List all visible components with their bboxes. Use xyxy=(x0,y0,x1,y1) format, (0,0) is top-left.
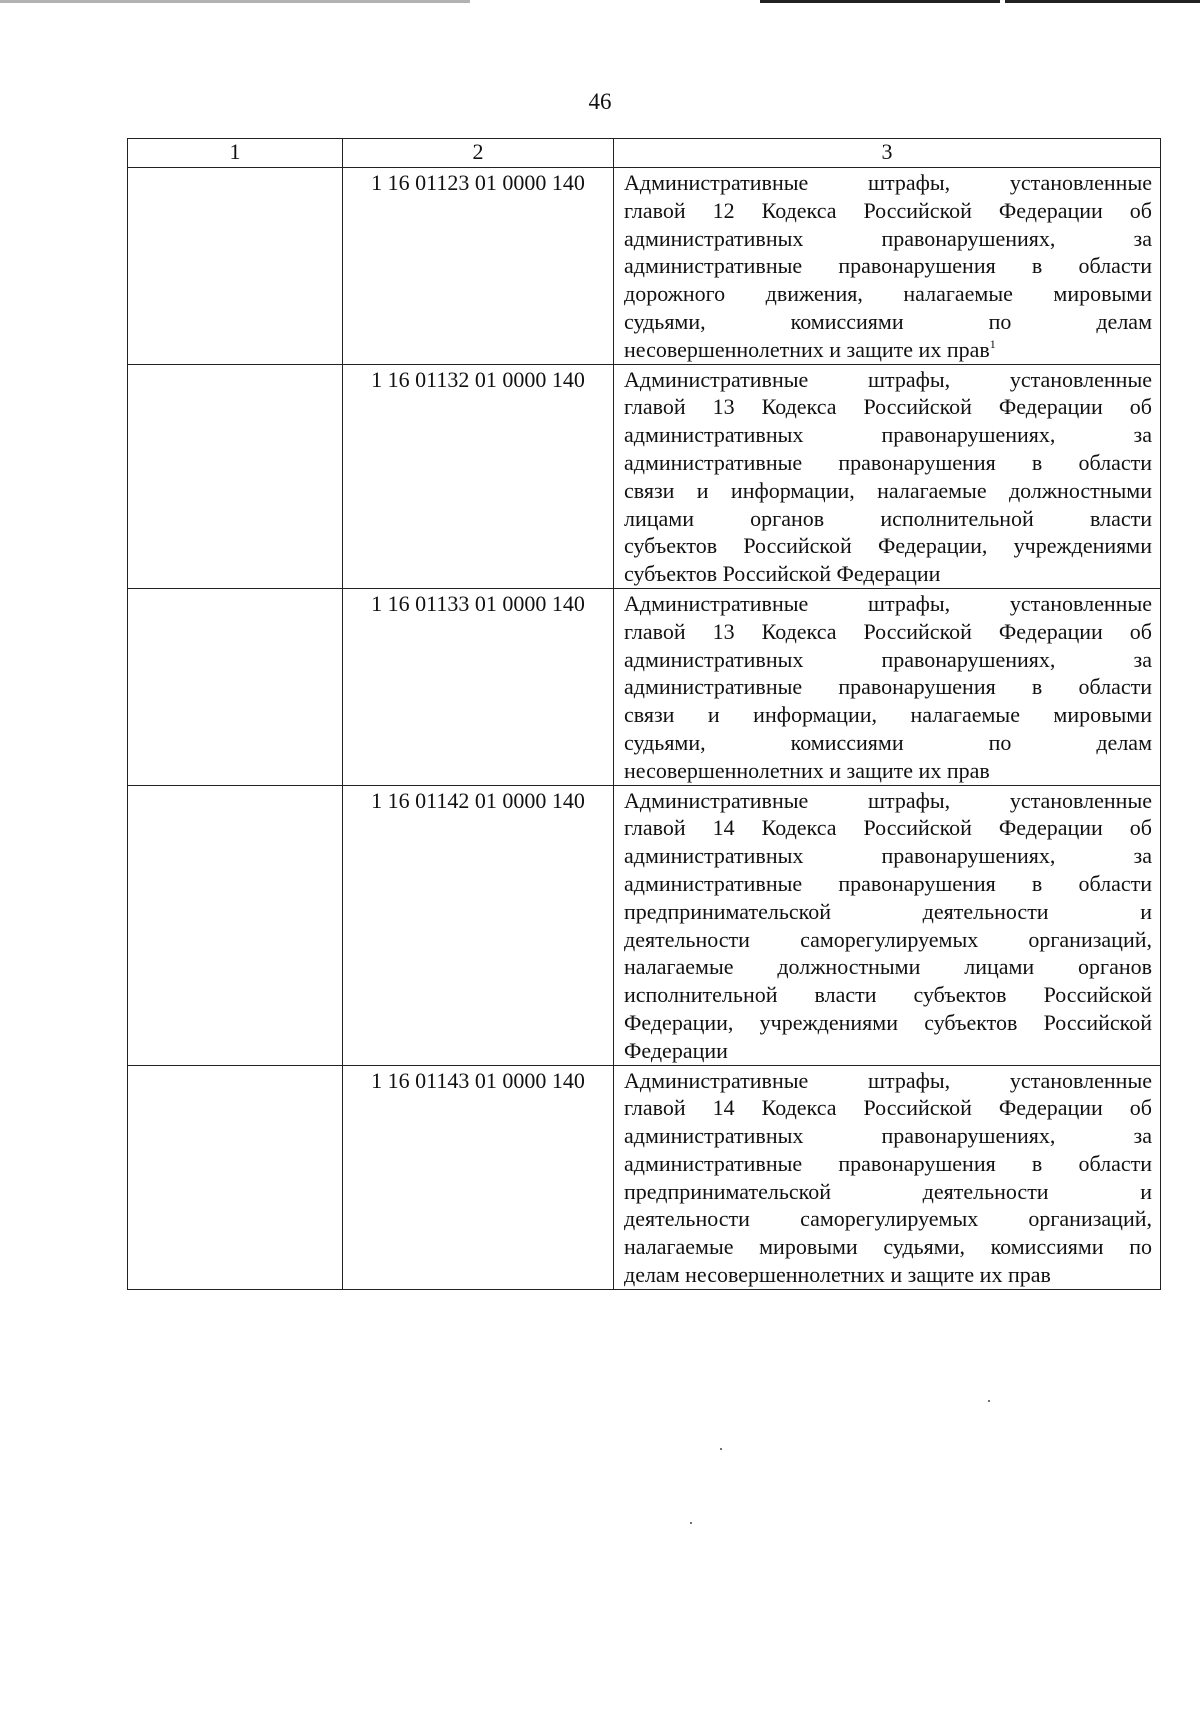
description-line xyxy=(624,1261,1152,1289)
description-text: предпринимательской деятельности и xyxy=(624,1178,1152,1204)
budget-code-cell: 1 16 01142 01 0000 140 xyxy=(343,785,614,1065)
description-text: Административные штрафы, установленные xyxy=(624,170,1152,195)
description-text: связи и информации, налагаемые мировыми xyxy=(624,702,1152,728)
description-line xyxy=(624,814,1152,842)
description-line xyxy=(624,477,1152,505)
description-text: деятельности саморегулируемых организаций, xyxy=(624,926,1152,952)
description-text: главой 13 Кодекса Российской Федерации об xyxy=(624,618,1152,644)
description-line xyxy=(624,280,1152,308)
description-line xyxy=(624,590,1152,618)
row-col1-cell xyxy=(128,364,343,588)
description-text: субъектов Российской Федерации xyxy=(624,561,941,587)
scan-speck xyxy=(720,1448,722,1450)
description-text: Административные штрафы, установленные xyxy=(624,366,1152,392)
table-row xyxy=(128,785,1161,1065)
table-row xyxy=(128,364,1161,588)
scan-speck xyxy=(690,1522,692,1524)
description-line xyxy=(624,169,1152,197)
description-cell xyxy=(614,588,1161,785)
table-header-row xyxy=(128,139,1161,168)
description-text: административных правонарушениях, за xyxy=(624,646,1152,672)
footnote-marker: 1 xyxy=(989,336,996,351)
description-line xyxy=(624,953,1152,981)
description-text: Федерации, учреждениями субъектов Российской xyxy=(624,1009,1152,1035)
description-line xyxy=(624,532,1152,560)
description-cell xyxy=(614,785,1161,1065)
description-line xyxy=(624,757,1152,785)
description-line xyxy=(624,449,1152,477)
description-text: связи и информации, налагаемые должностными xyxy=(624,477,1152,503)
description-text: исполнительной власти субъектов Российской xyxy=(624,982,1152,1008)
description-line xyxy=(624,729,1152,757)
table-row xyxy=(128,588,1161,785)
description-text: административных правонарушениях, за xyxy=(624,225,1152,251)
description-line xyxy=(624,1205,1152,1233)
table-row xyxy=(128,1065,1161,1289)
description-line xyxy=(624,898,1152,926)
description-text: делам несовершеннолетних и защите их прав xyxy=(624,1262,1051,1288)
description-text: Федерации xyxy=(624,1037,728,1063)
description-line xyxy=(624,981,1152,1009)
description-text: судьями, комиссиями по делам xyxy=(624,308,1152,334)
description-line xyxy=(624,1009,1152,1037)
description-line xyxy=(624,308,1152,336)
description-line xyxy=(624,1067,1152,1095)
column-header-2: 2 xyxy=(343,139,614,168)
column-header-1: 1 xyxy=(128,139,343,168)
description-text: судьями, комиссиями по делам xyxy=(624,729,1152,755)
description-text: Административные штрафы, установленные xyxy=(624,787,1152,813)
description-text: административные правонарушения в области xyxy=(624,674,1152,700)
description-line xyxy=(624,366,1152,394)
description-line xyxy=(624,787,1152,815)
budget-code-cell: 1 16 01123 01 0000 140 xyxy=(343,168,614,365)
description-text: несовершеннолетних и защите их прав xyxy=(624,336,990,362)
budget-code-cell: 1 16 01133 01 0000 140 xyxy=(343,588,614,785)
description-line xyxy=(624,1122,1152,1150)
description-cell xyxy=(614,168,1161,365)
description-line xyxy=(624,252,1152,280)
description-text: Административные штрафы, установленные xyxy=(624,590,1152,616)
row-col1-cell xyxy=(128,785,343,1065)
row-col1-cell xyxy=(128,168,343,365)
description-line xyxy=(624,673,1152,701)
description-line xyxy=(624,618,1152,646)
description-text: предпринимательской деятельности и xyxy=(624,898,1152,924)
description-text: административных правонарушениях, за xyxy=(624,1123,1152,1149)
description-text: Административные штрафы, установленные xyxy=(624,1067,1152,1093)
table-row xyxy=(128,168,1161,365)
description-text: деятельности саморегулируемых организаций, xyxy=(624,1206,1152,1232)
description-line xyxy=(624,393,1152,421)
description-text: административные правонарушения в области xyxy=(624,253,1152,279)
description-text: главой 14 Кодекса Российской Федерации об xyxy=(624,815,1152,841)
description-text: дорожного движения, налагаемые мировыми xyxy=(624,281,1152,307)
description-text: главой 12 Кодекса Российской Федерации об xyxy=(624,197,1152,223)
description-text: административные правонарушения в области xyxy=(624,449,1152,475)
description-line xyxy=(624,1037,1152,1065)
description-text: субъектов Российской Федерации, учреждениями xyxy=(624,533,1152,559)
description-line xyxy=(624,646,1152,674)
table-body xyxy=(128,168,1161,1290)
description-line xyxy=(624,336,1152,364)
row-col1-cell xyxy=(128,588,343,785)
scan-top-edge xyxy=(0,0,1200,6)
description-line xyxy=(624,1094,1152,1122)
budget-code-cell: 1 16 01143 01 0000 140 xyxy=(343,1065,614,1289)
fee-table xyxy=(127,138,1161,1290)
description-text: налагаемые должностными лицами органов xyxy=(624,954,1152,980)
description-line xyxy=(624,1150,1152,1178)
description-text: несовершеннолетних и защите их прав xyxy=(624,757,990,783)
description-text: административных правонарушениях, за xyxy=(624,422,1152,448)
description-line xyxy=(624,926,1152,954)
description-text: налагаемые мировыми судьями, комиссиями по xyxy=(624,1234,1152,1260)
description-line xyxy=(624,560,1152,588)
description-cell xyxy=(614,1065,1161,1289)
description-text: главой 14 Кодекса Российской Федерации об xyxy=(624,1095,1152,1121)
description-text: административные правонарушения в области xyxy=(624,1150,1152,1176)
description-cell xyxy=(614,364,1161,588)
description-line xyxy=(624,842,1152,870)
description-line xyxy=(624,1233,1152,1261)
page-number: 46 xyxy=(588,89,612,114)
budget-code-cell: 1 16 01132 01 0000 140 xyxy=(343,364,614,588)
column-header-3: 3 xyxy=(614,139,1161,168)
description-line xyxy=(624,870,1152,898)
description-text: лицами органов исполнительной власти xyxy=(624,505,1152,531)
description-text: административных правонарушениях, за xyxy=(624,843,1152,869)
description-line xyxy=(624,701,1152,729)
scan-speck xyxy=(988,1400,990,1402)
description-line xyxy=(624,225,1152,253)
description-text: главой 13 Кодекса Российской Федерации об xyxy=(624,394,1152,420)
description-line xyxy=(624,421,1152,449)
description-text: административные правонарушения в области xyxy=(624,870,1152,896)
description-line xyxy=(624,1178,1152,1206)
row-col1-cell xyxy=(128,1065,343,1289)
description-line xyxy=(624,505,1152,533)
description-line xyxy=(624,197,1152,225)
